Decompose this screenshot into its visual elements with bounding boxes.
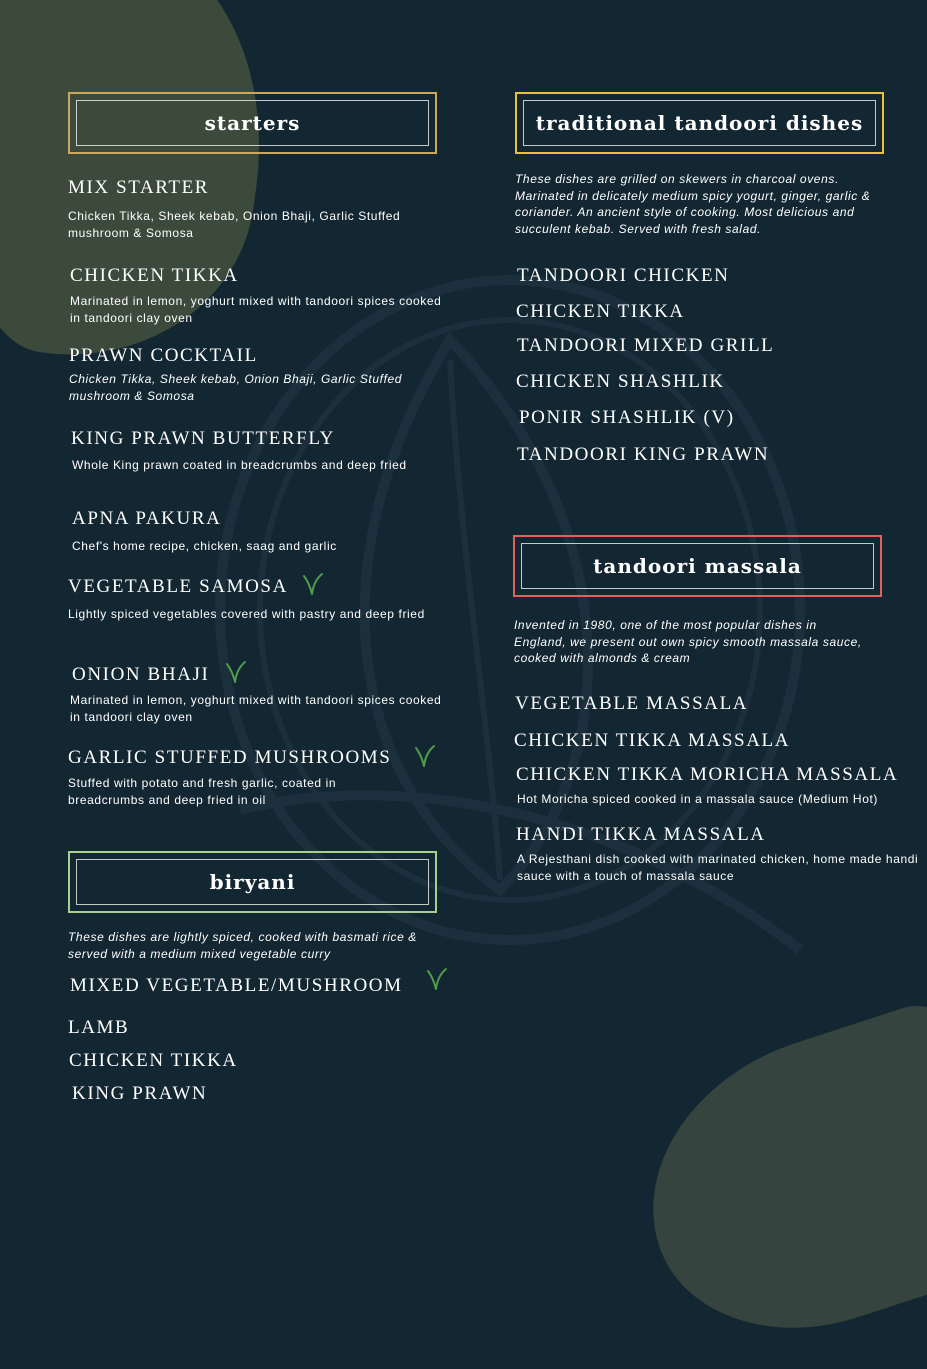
starter-item-description: Chicken Tikka, Sheek kebab, Onion Bhaji, Garlic Stuffed mushroom & Somosa — [69, 372, 403, 403]
massala-item-title: CHICKEN TIKKA MORICHA MASSALA — [516, 764, 899, 785]
starter-item-description: Whole King prawn coated in breadcrumbs and deep fried — [72, 458, 407, 472]
massala-item-title: CHICKEN TIKKA MASSALA — [514, 730, 791, 751]
starter-item-description: Lightly spiced vegetables covered with pastry and deep fried — [68, 607, 425, 621]
biryani-heading-box — [68, 851, 437, 913]
massala-item-title: VEGETABLE MASSALA — [515, 693, 749, 714]
starter-item-description: Chicken Tikka, Sheek kebab, Onion Bhaji, Garlic Stuffed mushroom & Somosa — [68, 209, 401, 240]
starter-item-title: VEGETABLE SAMOSA — [68, 576, 288, 597]
biryani-item-title: MIXED VEGETABLE/MUSHROOM — [70, 975, 403, 996]
starter-item-title: CHICKEN TIKKA — [70, 265, 239, 286]
biryani-item-title: CHICKEN TIKKA — [69, 1050, 238, 1071]
starter-item-description: Stuffed with potato and fresh garlic, coated in breadcrumbs and deep fried in oil — [68, 776, 337, 807]
starters-heading: starters — [76, 100, 429, 146]
tandoori-item-title: TANDOORI CHICKEN — [517, 265, 730, 286]
decorative-blob-bottom-right — [613, 991, 927, 1369]
starter-item-description: Chef's home recipe, chicken, saag and garlic — [72, 539, 337, 553]
starter-item-title: MIX STARTER — [68, 177, 210, 198]
biryani-intro: These dishes are lightly spiced, cooked with basmati rice & served with a medium mixed vegetable curry — [68, 930, 417, 961]
leaf-icon — [302, 572, 324, 596]
starter-item-description: Marinated in lemon, yoghurt mixed with tandoori spices cooked in tandoori clay oven — [70, 294, 442, 325]
tandoori-intro: These dishes are grilled on skewers in charcoal ovens. Marinated in delicately medium spicy yogurt, ginger, garlic & coriander. An ancient style of cooking. Most delicious and succulent kebab. Served with fresh salad. — [515, 172, 871, 236]
starter-item-title: APNA PAKURA — [72, 508, 222, 529]
massala-item-title: HANDI TIKKA MASSALA — [516, 824, 766, 845]
tandoori-item-title: PONIR SHASHLIK (V) — [519, 407, 735, 428]
leaf-icon — [414, 744, 436, 768]
tandoori-heading: traditional tandoori dishes — [523, 100, 876, 146]
massala-item-description: Hot Moricha spiced cooked in a massala sauce (Medium Hot) — [517, 792, 879, 806]
leaf-icon — [225, 660, 247, 684]
starter-item-description: Marinated in lemon, yoghurt mixed with tandoori spices cooked in tandoori clay oven — [70, 693, 442, 724]
biryani-heading: biryani — [76, 859, 429, 905]
massala-heading: tandoori massala — [521, 543, 874, 589]
leaf-icon — [426, 967, 448, 991]
starter-item-title: ONION BHAJI — [72, 664, 210, 685]
tandoori-item-title: CHICKEN TIKKA — [516, 301, 685, 322]
massala-heading-box — [513, 535, 882, 597]
starters-heading-box — [68, 92, 437, 154]
starter-item-title: KING PRAWN BUTTERFLY — [71, 428, 335, 449]
massala-item-description: A Rejesthani dish cooked with marinated chicken, home made handi sauce with a touch of massala sauce — [517, 852, 919, 883]
tandoori-heading-box — [515, 92, 884, 154]
tandoori-item-title: TANDOORI KING PRAWN — [517, 444, 770, 465]
biryani-item-title: KING PRAWN — [72, 1083, 208, 1104]
starter-item-title: PRAWN COCKTAIL — [69, 345, 258, 366]
tandoori-item-title: TANDOORI MIXED GRILL — [517, 335, 775, 356]
massala-intro: Invented in 1980, one of the most popular dishes in England, we present out own spicy smooth massala sauce, cooked with almonds & cream — [514, 618, 862, 665]
biryani-item-title: LAMB — [68, 1017, 130, 1038]
tandoori-item-title: CHICKEN SHASHLIK — [516, 371, 725, 392]
starter-item-title: GARLIC STUFFED MUSHROOMS — [68, 747, 392, 768]
